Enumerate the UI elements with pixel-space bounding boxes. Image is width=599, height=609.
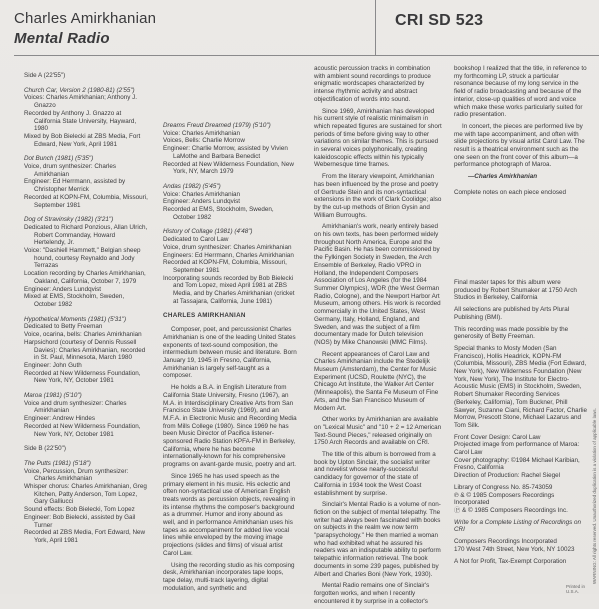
credit-line: Voice: "Dashiell Hammett," Belgian sheep hound, courtesy Reynaldo and Jody Terrazas [24,247,141,270]
credit-line: Engineer: Bob Bielecki, assisted by Gail Turner [24,513,136,529]
credit-line: Engineer: Anders Lundqvist [24,285,102,293]
bio-paragraph: Composer, poet, and percussionist Charles Amirkhanian is one of the leading United States exponents of text-sound composition, the intermedium between music and literature. Born January 19, 1945 in Fresno, California, Amirkhanian is largely self-taught as a composer. [163,326,297,380]
enclosure-note: Complete notes on each piece enclosed [454,188,567,196]
design-credit: Projected image from performance of Maroa: Carol Law [454,441,580,457]
printed-in-label: Printed in U.S.A. [566,584,586,594]
credit-line: Engineer: Andrew Hindes [24,415,96,423]
credit-line: Voice, drum synthesizer: Charles Amirkhanian [24,163,117,178]
essay-paragraph: Other works by Amirkhanian are available on "Lexical Music" and "10 + 2 = 12 American Text-Sound Pieces," released originally on 1750 Arch Records and available on CRI. [314,416,442,447]
design-credit: Front Cover Design: Carol Law [454,433,541,441]
credit-line: Voice, ocarina, bells: Charles Amirkhanian [24,331,142,339]
essay-paragraph: From the literary viewpoint, Amirkhanian has been influenced by the prose and poetry of Gertrude Stein and its non-syntactical extensions in the work of Clark Coolidge; also by the cut-up methods of Brion Gysin and William Burroughs. [314,173,442,219]
copyright-line: ℗ & © 1985 Composers Recordings Incorporated [454,491,555,507]
production-credits [454,279,588,569]
credit-line: Recorded at KOPN-FM, Columbia, Missouri, September 1981 [163,259,287,274]
essay-paragraph: Sinclair's Mental Radio is a volume of non-fiction on the subject of mental telepathy. The writer had always been fascinated with books on subjects in the realm we now term "parapsychology." He then married a woman who had exhibited what he assured his readers was an indisputable ability to perform telepathic information retrieval. The book documents in some 239 pages, published by Albert and Charles Boni (New York, 1930). [314,501,441,578]
bio-paragraph: Using the recording studio as his composing desk, Amirkhanian incorporates tape loops, tape delay, multi-track layering, digital modulation, and synthetic and [163,561,295,592]
essay-signature: —Charles Amirkhanian [468,173,538,181]
credit-line: Whisper chorus: Charles Amirkhanian, Greg Kitchen, Patty Anderson, Tom Lopez, Gary Galliucci [24,483,147,506]
essay-paragraph: Mental Radio remains one of Sinclair's forgotten works, and when I recently encountered it by surprise in a collector's [314,582,430,605]
essay-paragraph: The title of this album is borrowed from a book by Upton Sinclair, the socialist writer and novelist whose nearly-successful candidacy for governor of the state of California in 1934 took the West Coast establishment by surprise. [314,451,436,497]
credit-line: Engineer: John Guth [24,361,82,369]
copyright-line: Library of Congress No. 85-743059 [454,483,553,491]
production-note: All selections are published by Arts Plural Publishing (BMI). [454,306,570,321]
production-note: This recording was made possible by the generosity of Betty Freeman. [454,325,569,341]
essay-paragraph: acoustic percussion tracks in combination with ambient sound recordings to produce enigmatic wordscapes characterized by intense rhythmic activity and abstract objectification of words into sound. [314,65,431,103]
credit-line: Recorded at ZBS Media, Fort Edward, New York, April 1981 [24,529,146,544]
bio-heading: CHARLES AMIRKHANIAN [163,312,246,320]
credit-line: Voice, Percussion, Drum synthesizer: Charles Amirkhanian [24,467,129,483]
essay-paragraph: Since 1969, Amirkhanian has developed his current style of realistic minimalism in which repeated figures are sustained for short periods of time before giving way to other variations on similar themes. This is pursued in several voices polyphonically, creating kaleidoscopic effects within his typically Webernesque time frames. [314,107,442,169]
credit-line: Recorded at KOPN-FM, Columbia, Missouri, September 1981 [24,193,148,209]
credit-line: Recorded at New Wilderness Foundation, New York, NY, October 1981 [24,422,141,438]
catalog-request: Write for a Complete Listing of Recordings on CRI [454,518,582,534]
credit-line: Recorded at New Wilderness Foundation, New York, NY, October 1981 [24,369,141,385]
design-credit: Direction of Production: Rachel Siegel [454,472,561,480]
credit-line: Dedicated to Betty Freeman [24,323,103,331]
bio-paragraph: Since 1965 he has used speech as the primary element in his music. His eclectic and often non-syntactical use of American English treats words as percussion objects, revealing in its intense rhythms the composer's background as a drummer. Humor and irony abound as well, and in performance Amirkhanian uses his tapes as accompaniment for added live vocal lines while enveloped by the moving image projections (slides and films) of visual artist Carol Law. [163,472,296,557]
composer-name: Charles Amirkhanian [14,10,157,27]
bio-paragraph: He holds a B.A. in English Literature from California State University, Fresno (1967), an M.A. in Interdisciplinary Creative Arts from San Francisco State University (1969), and an M.F.A. in Electronic Music and Recording Media from Mills College (1980). Since 1969 he has been Music Director of Pacifica listener-sponsored Radio Station KPFA-FM in Berkeley, California, where he has become internationally-known for his comprehensive programs on avant-garde music, poetry and art. [163,384,297,469]
legal-warning-text: WARNING: All rights reserved. Unauthorized duplication is a violation of applicable laws. [592,408,597,584]
thanks-note: Special thanks to Mosty Moden (San Francisco), Hollis Headrick, KOPN-FM (Columbia, Missouri), ZBS Media (Fort Edward, New York), New Wilderness Foundation (New York, New York), The Institute for Electro-Acoustic Music (EMS) in Stockholm, Sweden, Robert Shumaker Recording Services (Berkeley, California), Tom Buckner, Phill Sawyer, Suzanne Ciani, Richard Factor, Charlie Morrow, Prescott Stone, Michael Lazarus and Tom Silk. [454,344,587,429]
credit-line: Voice, drum synthesizer: Charles Amirkhanian [163,243,292,251]
credit-line: Engineer: Ed Herrmann, assisted by Christopher Merrick [24,178,126,194]
credit-line: Voice: Charles Amirkhanian [163,190,241,198]
album-title: Mental Radio [14,30,110,47]
publisher-name: Composers Recordings Incorporated [454,538,557,546]
credit-line: Voice and drum synthesizer: Charles Amirkhanian [24,399,127,415]
copyright-line: Ⓟ & © 1985 Composers Recordings Inc. [454,506,568,514]
track-title: Andas (1982) (5'45") [163,182,221,190]
publisher-status: A Not for Profit, Tax-Exempt Corporation [454,557,567,565]
essay-paragraph: In concert, the pieces are performed live by me with tape accompaniment, and often with slide projections by visual artist Carol Law. The result is a theatrical environment such as the one seen on the front cover of this album—a performance photograph of Maroa. [454,122,585,169]
track-title: Maroa (1981) (5'10") [24,392,82,400]
credit-line: Engineers: Ed Herrmann, Charles Amirkhanian [163,251,294,259]
column-credits-bio [163,122,297,596]
credit-line: Dedicated to Richard Ponzious, Allan Ulrich, Robert Commanday, Howard Hertelendy, Jr. [24,223,148,247]
design-credit: Cover photography: ©1984 Michael Karibian, Fresno, California [454,456,580,472]
credit-line: Engineer: Anders Lundqvist [163,198,241,206]
track-title: Dreams Freud Dreamed (1979) (5'10") [163,122,271,129]
column-production [454,65,588,565]
credit-line: Harpsichord (courtesy of Dennis Russell Davies): Charles Amirkhanian, recorded in St. Paul, Minnesota, March 1980 [24,338,146,362]
credit-line: Engineer: Charlie Morrow, assisted by Vivien LaMothe and Barbara Benedict [163,145,288,160]
header-divider-vertical [375,0,376,56]
track-title: Church Car, Version 2 (1980-81) (2'55") [24,86,135,94]
publisher-address: 170 West 74th Street, New York, NY 10023 [454,545,575,553]
credit-line: Mixed at EMS, Stockholm, Sweden, October 1982 [24,293,125,308]
column-essay [314,65,442,609]
essay-paragraph: bookshop I realized that the title, in reference to my forthcoming LP, struck a particular resonance because of my long service in the field of radio broadcasting and because of the interior, close-up qualities of word and voice which make these works particularly suited for radio presentation. [454,65,587,119]
column-credits-side-a [24,72,148,549]
essay-paragraph: Recent appearances of Carol Law and Charles Amirkhanian include the Stedelijk Museum (Amsterdam), the Center for Music Experiment (UCSD, Roulette (NYC), the Chicago Art Institute, the Walker Art Center (Minneapolis), the Santa Fe Museum of Fine Arts, and the San Francisco Museum of Modern Art. [314,350,439,412]
credit-line: Voices, Bells: Charlie Morrow [163,137,245,145]
side-heading: Side A (22'55") [24,72,66,79]
credit-line: Voice: Charles Amirkhanian [163,129,241,137]
header-divider [14,55,599,56]
credit-line: Location recording by Charles Amirkhanian, Oakland, California, October 7, 1979 [24,270,146,285]
track-title: Dot Bunch (1981) (5'35") [24,155,94,163]
credit-line: Recorded at EMS, Stockholm, Sweden, October 1982 [163,206,274,221]
track-title: Hypothetical Moments (1981) (5'31") [24,315,127,323]
credit-line: Dedicated to Carol Law [163,236,229,244]
catalog-number: CRI SD 523 [395,12,484,29]
credit-line: Sound effects: Bob Bielecki, Tom Lopez [24,506,135,514]
credit-line: Recorded by Anthony J. Gnazzo at California State University, Hayward, 1980 [24,109,137,133]
credit-line: Recorded at New Wilderness Foundation, New York, NY, March 1979 [163,160,294,176]
credit-line: Incorporating sounds recorded by Bob Bielecki and Tom Lopez, mixed April 1981 at ZBS Media, and by Charles Amirkhanian (cricket at Tassajara, California, June 1981) [163,274,295,305]
essay-paragraph: Amirkhanian's work, nearly entirely based on his own texts, has been performed widely throughout North America, Europe and the Pacific Basin. He has been commissioned by the Fylkingen Society in Sweden, the Arch Ensemble of Berkeley, Radio VPRO in Holland, the Independent Composers Association of Los Angeles (for the 1984 Summer Olympics), WDR (the West German Radio, Cologne), and the Newport Harbor Art Museum, among others. His work is recorded commercially in the United States, West Germany, Italy, Holland, England, and Sweden, and was the subject of a film documentary made for Dutch television (NOS) by Mike Chanowski (MMC Films). [314,223,441,346]
track-title: The Putts (1981) (5'18") [24,459,91,467]
production-note: Final master tapes for this album were produced by Robert Shumaker at 1750 Arch Studios in Berkeley, California [454,279,577,302]
credit-line: Mixed by Bob Bielecki at ZBS Media, Fort Edward, New York, April 1981 [24,132,141,148]
side-heading: Side B (22'50") [24,445,66,453]
track-title: Dog of Stravinsky (1982) (3'21") [24,216,114,224]
legal-warning-sidebar [590,374,598,584]
credit-line: Voices: Charles Amirkhanian; Anthony J. Gnazzo [24,94,138,110]
track-title: History of Collage (1981) (4'48") [163,228,253,236]
